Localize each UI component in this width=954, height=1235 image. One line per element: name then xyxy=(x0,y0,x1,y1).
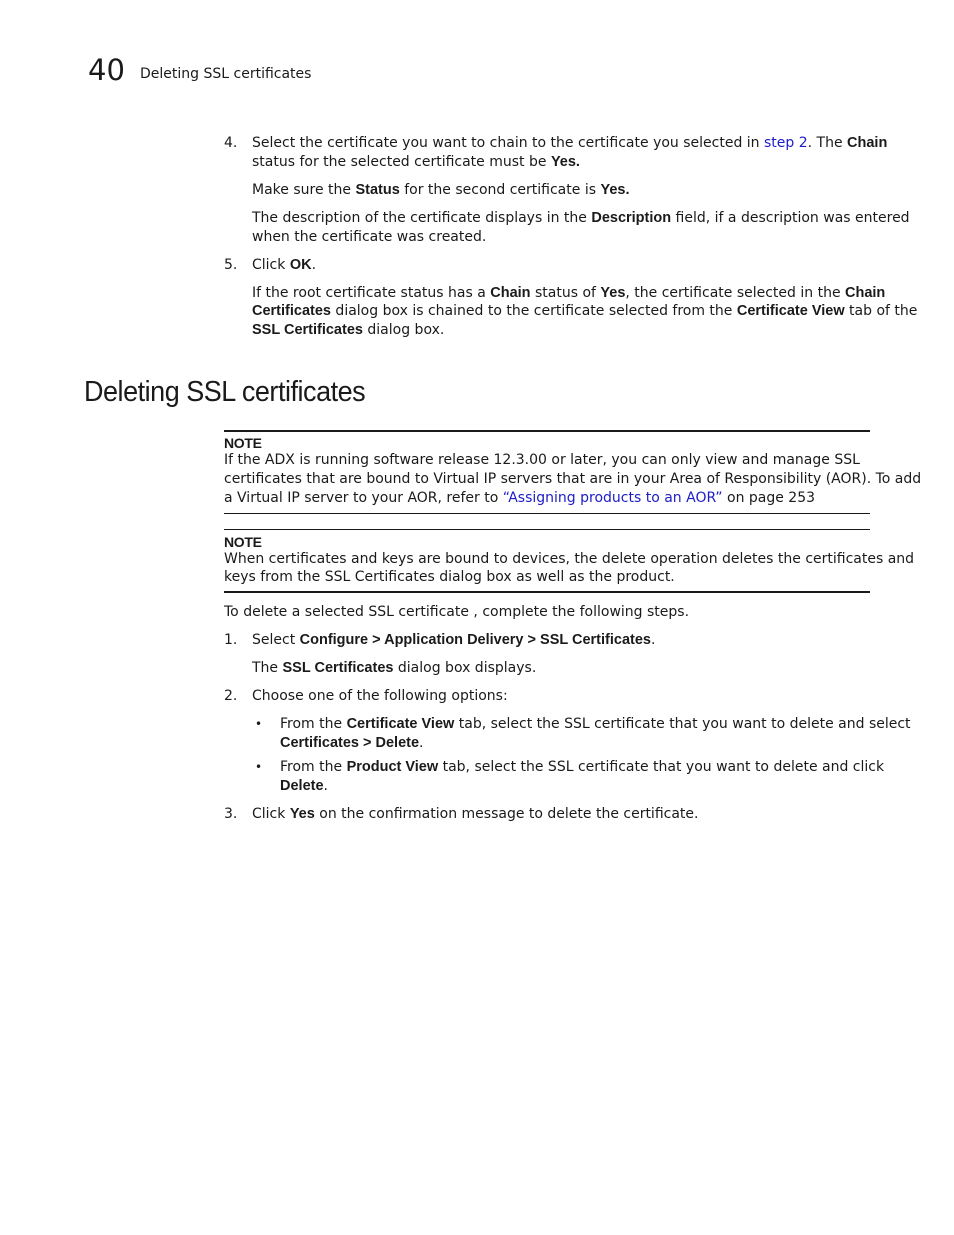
bullet-icon: • xyxy=(255,717,263,731)
note-top-rule xyxy=(224,430,870,432)
bullet1-line2: Certificates > Delete. xyxy=(280,735,424,751)
assigning-products-link[interactable]: “Assigning products to an AOR” xyxy=(502,490,723,506)
step4-line1: Select the certificate you want to chain to the certificate you selected in step 2. The Chain xyxy=(252,135,888,151)
step5-text: Click OK. xyxy=(252,257,317,273)
note1-line1: If the ADX is running software release 12.3.00 or later, you can only view and manage SSL xyxy=(224,452,860,468)
running-header-title: Deleting SSL certificates xyxy=(140,66,312,82)
step-number: 1. xyxy=(224,632,238,648)
step4-status-note: Make sure the Status for the second certificate is Yes. xyxy=(252,182,630,198)
step-number: 3. xyxy=(224,806,238,822)
bullet2-line1: From the Product View tab, select the SSL certificate that you want to delete and click xyxy=(280,759,885,775)
note2-line2: keys from the SSL Certificates dialog box as well as the product. xyxy=(224,569,675,585)
note-top-rule xyxy=(224,529,870,530)
procedure-intro: To delete a selected SSL certificate , complete the following steps. xyxy=(224,604,690,620)
step5-line1: If the root certificate status has a Chain status of Yes, the certificate selected in the Chain xyxy=(252,285,886,301)
step5-line2: Certificates dialog box is chained to the certificate selected from the Certificate View tab of the xyxy=(252,303,918,319)
step-2-link[interactable]: step 2 xyxy=(764,135,808,151)
delete-step1-result: The SSL Certificates dialog box displays. xyxy=(252,660,537,676)
menu-path: Configure > Application Delivery > SSL Certificates xyxy=(299,632,651,648)
step5-line3: SSL Certificates dialog box. xyxy=(252,322,445,338)
note1-line3: a Virtual IP server to your AOR, refer to “Assigning products to an AOR” on page 253 xyxy=(224,490,816,506)
step4-description-line2: when the certificate was created. xyxy=(252,229,487,245)
delete-step3-text: Click Yes on the confirmation message to delete the certificate. xyxy=(252,806,699,822)
section-heading: Deleting SSL certificates xyxy=(84,376,366,408)
note1-line2: certificates that are bound to Virtual IP servers that are in your Area of Responsibility (AOR). To add xyxy=(224,471,922,487)
delete-step2-text: Choose one of the following options: xyxy=(252,688,508,704)
step4-description-line1: The description of the certificate displays in the Description field, if a description was entered xyxy=(252,210,910,226)
note-divider-rule xyxy=(224,513,870,514)
bullet-icon: • xyxy=(255,760,263,774)
step-number: 4. xyxy=(224,135,238,151)
note-label: NOTE xyxy=(224,435,262,451)
step-number: 5. xyxy=(224,257,238,273)
note-label: NOTE xyxy=(224,534,262,550)
delete-step1-text: Select Configure > Application Delivery > SSL Certificates. xyxy=(252,632,656,648)
step-number: 2. xyxy=(224,688,238,704)
note-bottom-rule xyxy=(224,591,870,593)
bullet1-line1: From the Certificate View tab, select the SSL certificate that you want to delete and select xyxy=(280,716,911,732)
bullet2-line2: Delete. xyxy=(280,778,328,794)
note2-line1: When certificates and keys are bound to devices, the delete operation deletes the certificates and xyxy=(224,551,915,567)
step4-line2: status for the selected certificate must be Yes. xyxy=(252,154,580,170)
chapter-number: 40 xyxy=(88,53,125,87)
